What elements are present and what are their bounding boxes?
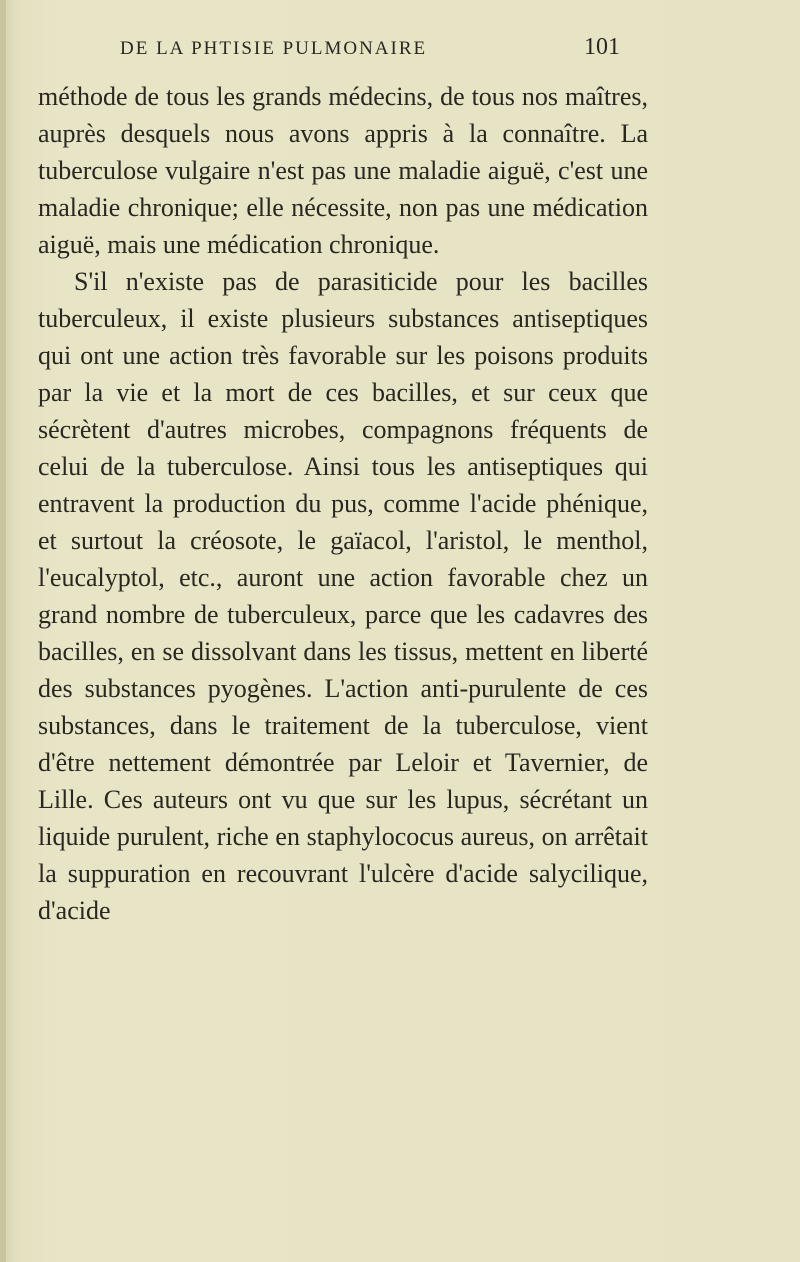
page-number: 101 (584, 34, 620, 60)
paragraph-parasiticide: S'il n'existe pas de parasiticide pour les bacilles tuberculeux, il existe plusieurs substances antiseptiques qui ont une action très favorable sur les poisons produits par la vie et la mort de ces bacilles, et sur ceux que sécrètent d'autres microbes, compagnons fréquents de celui de la tuberculose. Ainsi tous les antiseptiques qui entravent la production du pus, comme l'acide phénique, et surtout la créosote, le gaïacol, l'aristol, le menthol, l'eucalyptol, etc., auront une action favorable chez un grand nombre de tuberculeux, parce que les cadavres des bacilles, en se dissolvant dans les tissus, mettent en liberté des substances pyogènes. L'action anti-purulente de ces substances, dans le traitement de la tuberculose, vient d'être nettement démontrée par Leloir et Tavernier, de Lille. Ces auteurs ont vu que sur les lupus, sécrétant un liquide purulent, riche en staphylococus aureus, on arrêtait la suppuration en recouvrant l'ulcère d'acide salycilique, d'acide (38, 267, 648, 925)
page-spine-shadow (0, 0, 6, 1262)
running-title: DE LA PHTISIE PULMONAIRE (120, 38, 428, 59)
running-head (100, 30, 620, 70)
paragraph-continued: méthode de tous les grands médecins, de tous nos maîtres, auprès desquels nous avons appris à la connaître. La tuberculose vulgaire n'est pas une maladie aiguë, c'est une maladie chronique; elle nécessite, non pas une médication aiguë, mais une médication chronique. (38, 82, 648, 259)
body-text (38, 78, 648, 929)
